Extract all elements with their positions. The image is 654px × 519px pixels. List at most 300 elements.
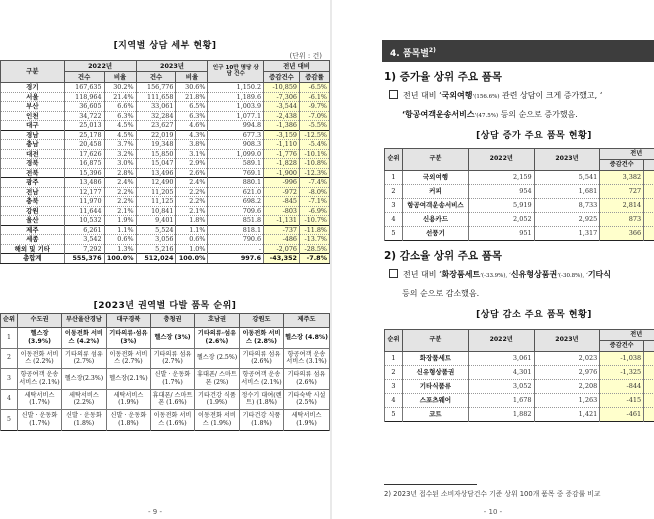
change-rate: -10.7%	[299, 216, 329, 226]
share-2023: 1.0%	[176, 244, 208, 254]
change-rate	[644, 366, 654, 380]
count-2023: 2,925	[534, 213, 600, 227]
header-change-count: 증감건수	[600, 341, 644, 352]
count-2023: 19,348	[136, 140, 176, 150]
change-count: -1,038	[600, 352, 644, 366]
item-name: 커피	[402, 185, 468, 199]
share-2022: 4.5%	[104, 121, 136, 131]
table-row	[1, 206, 330, 216]
item-name: 신용카드	[402, 213, 468, 227]
rank-cell: 2	[385, 185, 403, 199]
count-2022: 20,458	[64, 140, 104, 150]
change-rate: -7.1%	[299, 197, 329, 207]
share-2022: 2.2%	[104, 197, 136, 207]
count-2022: 1,678	[468, 394, 534, 408]
rank-cell: 4	[385, 394, 403, 408]
rank-header-0: 순위	[1, 314, 18, 328]
count-2023: 1,317	[534, 227, 600, 241]
change-rate: -9.7%	[299, 102, 329, 112]
rank-cell: 3	[385, 199, 403, 213]
rank-item-cell: 헬스장(2.1%)	[106, 369, 150, 390]
count-2023: 5,541	[534, 171, 600, 185]
region-cell: 울산	[1, 216, 65, 226]
region-cell: 충북	[1, 197, 65, 207]
change-rate	[644, 394, 654, 408]
header-2022: 2022년	[468, 330, 534, 352]
table-row	[1, 149, 330, 159]
change-rate	[644, 213, 654, 227]
decrease-heading: 2) 감소율 상위 주요 품목	[384, 250, 503, 262]
rank-item-cell: 이동전화 서비스 (1.6%)	[151, 410, 195, 431]
table-row	[385, 227, 654, 241]
count-2022: 17,626	[64, 149, 104, 159]
count-2023: 1,681	[534, 185, 600, 199]
highlight-item: ‘항공여객운송서비스	[402, 110, 475, 119]
change-rate	[644, 227, 654, 241]
count-2022: 16,875	[64, 159, 104, 169]
rank-item-cell: 항공여객 운송서비스 (2.1%)	[17, 369, 61, 390]
change-count: 3,382	[600, 171, 644, 185]
header-item: 구분	[402, 149, 468, 171]
share-2022: 3.0%	[104, 159, 136, 169]
header-yoy: 전년	[600, 330, 654, 341]
change-rate: -5.5%	[299, 121, 329, 131]
count-2022: 4,301	[468, 366, 534, 380]
change-count: -1,131	[264, 216, 300, 226]
change-count: 2,814	[600, 199, 644, 213]
decrease-paragraph: 전년 대비 ‘화장품세트’(-33.9%), ‘신유형상품권’(-30.8%), ‘기타식 등의 순으로 감소했음.	[389, 266, 611, 302]
change-count: -1,776	[264, 149, 300, 159]
count-2023: 111,658	[136, 92, 176, 102]
rank-item-cell: 기타의류 섬유 (2.7%)	[151, 348, 195, 369]
header-category: 구분	[1, 61, 65, 83]
table-row	[1, 197, 330, 207]
rank-row	[1, 369, 330, 390]
share-2022: 2.8%	[104, 168, 136, 178]
change-count: -486	[264, 235, 300, 245]
header-share-2023: 비율	[176, 72, 208, 83]
change-count: -996	[264, 178, 300, 188]
rank-number: 3	[1, 369, 18, 390]
region-table-title: [지역별 상담 세부 현황]	[113, 41, 217, 51]
change-count: -845	[264, 197, 300, 207]
per100k: 790.6	[208, 235, 264, 245]
count-2023: 8,733	[534, 199, 600, 213]
per100k: 709.6	[208, 206, 264, 216]
header-change-count: 증감건수	[264, 72, 300, 83]
change-count: -737	[264, 225, 300, 235]
count-2022: 10,532	[64, 216, 104, 226]
change-count: 873	[600, 213, 644, 227]
rank-cell: 1	[385, 352, 403, 366]
total-diff: -43,352	[264, 254, 300, 264]
table-row	[1, 168, 330, 178]
rank-item-cell: 세탁서비스 (1.9%)	[284, 410, 330, 431]
count-2023: 156,776	[136, 83, 176, 93]
rank-item-cell: 세탁서비스 (1.7%)	[17, 389, 61, 410]
increase-table-title: [상담 증가 주요 품목 현황]	[476, 131, 592, 141]
change-rate: -12.3%	[299, 168, 329, 178]
per100k: 589.1	[208, 159, 264, 169]
rank-item-cell: 헬스장 (3.9%)	[17, 328, 61, 349]
change-rate	[644, 380, 654, 394]
change-count: -7,306	[264, 92, 300, 102]
share-2023: 0.6%	[176, 235, 208, 245]
unit-label: (단위 : 건)	[289, 52, 322, 60]
page-number: - 10 -	[483, 508, 503, 516]
table-row	[1, 178, 330, 188]
rank-item-cell: 이동전화 서비스 (2.2%)	[17, 348, 61, 369]
per100k: 1,099.0	[208, 149, 264, 159]
count-2022: 2,052	[468, 213, 534, 227]
region-cell: 제주	[1, 225, 65, 235]
change-count: 366	[600, 227, 644, 241]
count-2023: 15,047	[136, 159, 176, 169]
count-2023: 15,850	[136, 149, 176, 159]
increase-table	[384, 148, 654, 241]
change-rate: -6.5%	[299, 83, 329, 93]
table-row	[1, 187, 330, 197]
increase-heading: 1) 증가율 상위 주요 품목	[384, 71, 503, 83]
change-count: -3,544	[264, 102, 300, 112]
rank-cell: 3	[385, 380, 403, 394]
header-yoy: 전년	[600, 149, 654, 160]
change-rate: -28.5%	[299, 244, 329, 254]
share-2023: 2.1%	[176, 206, 208, 216]
rank-number: 4	[1, 389, 18, 410]
header-share-2022: 비율	[104, 72, 136, 83]
change-count: -1,828	[264, 159, 300, 169]
rank-item-cell: 기타의류 섬유 (2.7%)	[62, 348, 107, 369]
share-2023: 1.1%	[176, 225, 208, 235]
header-count-2023: 건수	[136, 72, 176, 83]
change-count: -2,076	[264, 244, 300, 254]
share-2022: 6.6%	[104, 102, 136, 112]
change-rate	[644, 171, 654, 185]
share-2022: 1.3%	[104, 244, 136, 254]
region-cell: 경북	[1, 159, 65, 169]
change-rate: -6.9%	[299, 206, 329, 216]
region-cell: 해외 및 기타	[1, 244, 65, 254]
change-rate	[644, 352, 654, 366]
item-name: 화장품세트	[402, 352, 468, 366]
count-2022: 3,061	[468, 352, 534, 366]
rank-item-cell: 항공여객 운송서비스 (2.1%)	[239, 369, 283, 390]
per100k: 818.1	[208, 225, 264, 235]
decrease-table-body	[385, 352, 654, 422]
share-2023: 3.8%	[176, 140, 208, 150]
count-2023: 2,208	[534, 380, 600, 394]
total-c2023: 512,024	[136, 254, 176, 264]
rank-header-4: 충청권	[151, 314, 195, 328]
header-2023: 2023년	[534, 330, 600, 352]
header-2023: 2023년	[534, 149, 600, 171]
share-2022: 21.4%	[104, 92, 136, 102]
share-2023: 2.4%	[176, 178, 208, 188]
region-cell: 부산	[1, 102, 65, 112]
count-2022: 3,542	[64, 235, 104, 245]
rank-item-cell: 기타숙박 시설 (2.5%)	[284, 389, 330, 410]
count-2022: 36,605	[64, 102, 104, 112]
rank-header-5: 호남권	[194, 314, 239, 328]
total-per100k: 997.6	[208, 254, 264, 264]
item-name: 스포츠웨어	[402, 394, 468, 408]
count-2022: 1,882	[468, 408, 534, 422]
checkbox-bullet-icon	[389, 90, 398, 99]
rank-item-cell: 헬스장 (3%)	[151, 328, 195, 349]
region-cell: 서울	[1, 92, 65, 102]
rank-item-cell: 기타의류 섬유 (2.6%)	[239, 348, 283, 369]
region-cell: 경기	[1, 83, 65, 93]
change-rate: -7.4%	[299, 178, 329, 188]
share-2023: 2.2%	[176, 197, 208, 207]
rank-header-7: 제주도	[284, 314, 330, 328]
page-number: - 9 -	[148, 508, 162, 516]
count-2022: 6,261	[64, 225, 104, 235]
count-2022: 11,970	[64, 197, 104, 207]
rank-item-cell: 신발 · 운동화 (1.8%)	[106, 410, 150, 431]
footnote: 2) 2023년 접수된 소비자상담건수 기준 상위 100개 품목 중 증감률 비교	[384, 490, 601, 498]
count-2022: 951	[468, 227, 534, 241]
rank-item-cell: 이동전화 서비스 (2.7%)	[106, 348, 150, 369]
change-count: -461	[600, 408, 644, 422]
count-2022: 954	[468, 185, 534, 199]
decrease-table	[384, 329, 654, 422]
rank-header-2: 부산울산경남	[62, 314, 107, 328]
count-2023: 5,216	[136, 244, 176, 254]
rank-item-cell: 신발 · 운동화 (1.7%)	[17, 410, 61, 431]
region-cell: 충남	[1, 140, 65, 150]
count-2022: 167,635	[64, 83, 104, 93]
table-row	[1, 83, 330, 93]
header-change-rate	[644, 341, 654, 352]
region-cell: 전남	[1, 187, 65, 197]
count-2023: 2,976	[534, 366, 600, 380]
table-row	[385, 199, 654, 213]
header-yoy: 전년 대비	[264, 61, 330, 72]
share-2023: 30.6%	[176, 83, 208, 93]
count-2022: 3,052	[468, 380, 534, 394]
rank-item-cell: 세탁서비스 (1.9%)	[106, 389, 150, 410]
region-cell: 인천	[1, 111, 65, 121]
rank-item-cell: 신발 · 운동화 (1.7%)	[151, 369, 195, 390]
per100k: 621.0	[208, 187, 264, 197]
count-2022: 13,486	[64, 178, 104, 188]
table-row	[1, 121, 330, 131]
count-2023: 33,061	[136, 102, 176, 112]
change-count: -1,325	[600, 366, 644, 380]
rank-header-3: 대구경북	[106, 314, 150, 328]
rank-row	[1, 410, 330, 431]
rank-item-cell: 이동전화 서비스 (4.2%)	[62, 328, 107, 349]
share-2023: 6.5%	[176, 102, 208, 112]
change-rate: -13.7%	[299, 235, 329, 245]
share-2022: 30.2%	[104, 83, 136, 93]
rank-item-cell: 이동전화 서비스 (1.9%)	[194, 410, 239, 431]
rank-item-cell: 헬스장 (2.5%)	[194, 348, 239, 369]
rank-row	[1, 389, 330, 410]
change-rate	[644, 408, 654, 422]
rank-cell: 5	[385, 408, 403, 422]
rank-number: 5	[1, 410, 18, 431]
share-2022: 2.2%	[104, 187, 136, 197]
rank-item-cell: 정수기 대여(렌트) (1.8%)	[239, 389, 283, 410]
header-change-rate: 증감률	[299, 72, 329, 83]
count-2022: 34,722	[64, 111, 104, 121]
header-per100k: 인구 10만 명당 상담 건수	[208, 61, 264, 83]
count-2023: 32,284	[136, 111, 176, 121]
share-2022: 6.3%	[104, 111, 136, 121]
header-change-rate	[644, 160, 654, 171]
share-2023: 1.8%	[176, 216, 208, 226]
total-c2022: 555,376	[64, 254, 104, 264]
count-2022: 5,919	[468, 199, 534, 213]
per100k: 1,189.6	[208, 92, 264, 102]
table-row	[1, 235, 330, 245]
share-2022: 4.5%	[104, 130, 136, 140]
rank-table-body	[1, 328, 330, 431]
per100k: -	[208, 244, 264, 254]
per100k: 1,150.2	[208, 83, 264, 93]
region-cell: 세종	[1, 235, 65, 245]
count-2023: 1,421	[534, 408, 600, 422]
table-row	[385, 185, 654, 199]
total-s2023: 100.0%	[176, 254, 208, 264]
change-rate	[644, 185, 654, 199]
region-cell: 광주	[1, 178, 65, 188]
item-name: 항공여객운송서비스	[402, 199, 468, 213]
change-rate: -8.0%	[299, 187, 329, 197]
count-2023: 2,023	[534, 352, 600, 366]
table-row	[1, 102, 330, 112]
section-title: 4. 품목별	[390, 49, 429, 59]
footnote-mark: 2)	[428, 47, 436, 54]
table-row	[385, 408, 654, 422]
share-2022: 3.7%	[104, 140, 136, 150]
header-2022: 2022년	[468, 149, 534, 171]
count-2022: 12,177	[64, 187, 104, 197]
change-count: -1,110	[264, 140, 300, 150]
count-2023: 22,019	[136, 130, 176, 140]
share-2023: 4.3%	[176, 130, 208, 140]
per100k: 994.8	[208, 121, 264, 131]
checkbox-bullet-icon	[389, 269, 398, 278]
count-2023: 5,524	[136, 225, 176, 235]
rank-number: 1	[1, 328, 18, 349]
header-rank: 순위	[385, 149, 403, 171]
share-2022: 2.1%	[104, 206, 136, 216]
rank-item-cell: 항공여객 운송서비스 (3.1%)	[284, 348, 330, 369]
rank-cell: 4	[385, 213, 403, 227]
header-2023: 2023년	[136, 61, 208, 72]
header-change-count: 증감건수	[600, 160, 644, 171]
change-rate: -6.1%	[299, 92, 329, 102]
rank-item-cell: 기타건강 식품 (1.9%)	[194, 389, 239, 410]
rank-item-cell: 헬스장(2.3%)	[62, 369, 107, 390]
rank-item-cell: 이동전화 서비스 (2.8%)	[239, 328, 283, 349]
share-2023: 21.8%	[176, 92, 208, 102]
rank-header-6: 강원도	[239, 314, 283, 328]
per100k: 769.1	[208, 168, 264, 178]
rank-item-cell: 기타의류 섬유 (2.6%)	[284, 369, 330, 390]
change-rate: -10.8%	[299, 159, 329, 169]
table-row	[385, 366, 654, 380]
count-2022: 2,159	[468, 171, 534, 185]
page-10	[332, 0, 654, 519]
change-rate: -7.0%	[299, 111, 329, 121]
increase-paragraph: 전년 대비 ‘국외여행’(156.6%) 관련 상담이 크게 증가했고, ‘ ‘항공여객운송서비스’(47.5%) 등의 순으로 증가했음.	[389, 87, 602, 125]
change-rate	[644, 199, 654, 213]
highlight-item: 국외여행	[441, 91, 473, 100]
increase-table-body	[385, 171, 654, 241]
item-name: 선풍기	[402, 227, 468, 241]
table-row	[1, 216, 330, 226]
change-count: -10,859	[264, 83, 300, 93]
change-count: -972	[264, 187, 300, 197]
share-2023: 2.6%	[176, 168, 208, 178]
table-row	[1, 92, 330, 102]
item-name: 국외여행	[402, 171, 468, 185]
rank-header-1: 수도권	[17, 314, 61, 328]
rank-number: 2	[1, 348, 18, 369]
change-count: -2,438	[264, 111, 300, 121]
share-2022: 1.9%	[104, 216, 136, 226]
region-table	[0, 60, 330, 264]
rank-item-cell: 기타의류·섬유 (2.6%)	[194, 328, 239, 349]
rank-item-cell: 휴대폰/ 스마트폰 (1.6%)	[151, 389, 195, 410]
table-row	[385, 380, 654, 394]
rank-table-header	[1, 314, 330, 328]
region-cell: 대전	[1, 149, 65, 159]
count-2023: 10,841	[136, 206, 176, 216]
per100k: 880.1	[208, 178, 264, 188]
region-cell: 전북	[1, 168, 65, 178]
share-2023: 2.9%	[176, 159, 208, 169]
total-row	[1, 254, 330, 264]
item-name: 신유형상품권	[402, 366, 468, 380]
change-count: 727	[600, 185, 644, 199]
rank-item-cell: 세탁서비스 (2.2%)	[62, 389, 107, 410]
rank-table-title: [2023년 권역별 다발 품목 순위]	[93, 301, 237, 311]
decrease-table-title: [상담 감소 주요 품목 현황]	[476, 310, 592, 320]
table-row	[1, 111, 330, 121]
rank-item-cell: 헬스장 (4.8%)	[284, 328, 330, 349]
count-2022: 7,292	[64, 244, 104, 254]
per100k: 851.8	[208, 216, 264, 226]
count-2023: 23,627	[136, 121, 176, 131]
per100k: 1,003.9	[208, 102, 264, 112]
total-region: 총합계	[1, 254, 65, 264]
share-2022: 1.1%	[104, 225, 136, 235]
rank-item-cell: 신발 · 운동화 (1.8%)	[62, 410, 107, 431]
rank-item-cell: 기타건강 식품 (1.8%)	[239, 410, 283, 431]
rank-cell: 2	[385, 366, 403, 380]
count-2023: 12,490	[136, 178, 176, 188]
count-2022: 11,644	[64, 206, 104, 216]
share-2023: 3.1%	[176, 149, 208, 159]
table-row	[1, 225, 330, 235]
share-2022: 0.6%	[104, 235, 136, 245]
change-rate: -12.5%	[299, 130, 329, 140]
table-row	[385, 394, 654, 408]
item-name: 기타식품류	[402, 380, 468, 394]
per100k: 908.3	[208, 140, 264, 150]
count-2022: 25,013	[64, 121, 104, 131]
count-2022: 25,178	[64, 130, 104, 140]
share-2023: 4.6%	[176, 121, 208, 131]
change-count: -3,159	[264, 130, 300, 140]
change-count: -1,900	[264, 168, 300, 178]
